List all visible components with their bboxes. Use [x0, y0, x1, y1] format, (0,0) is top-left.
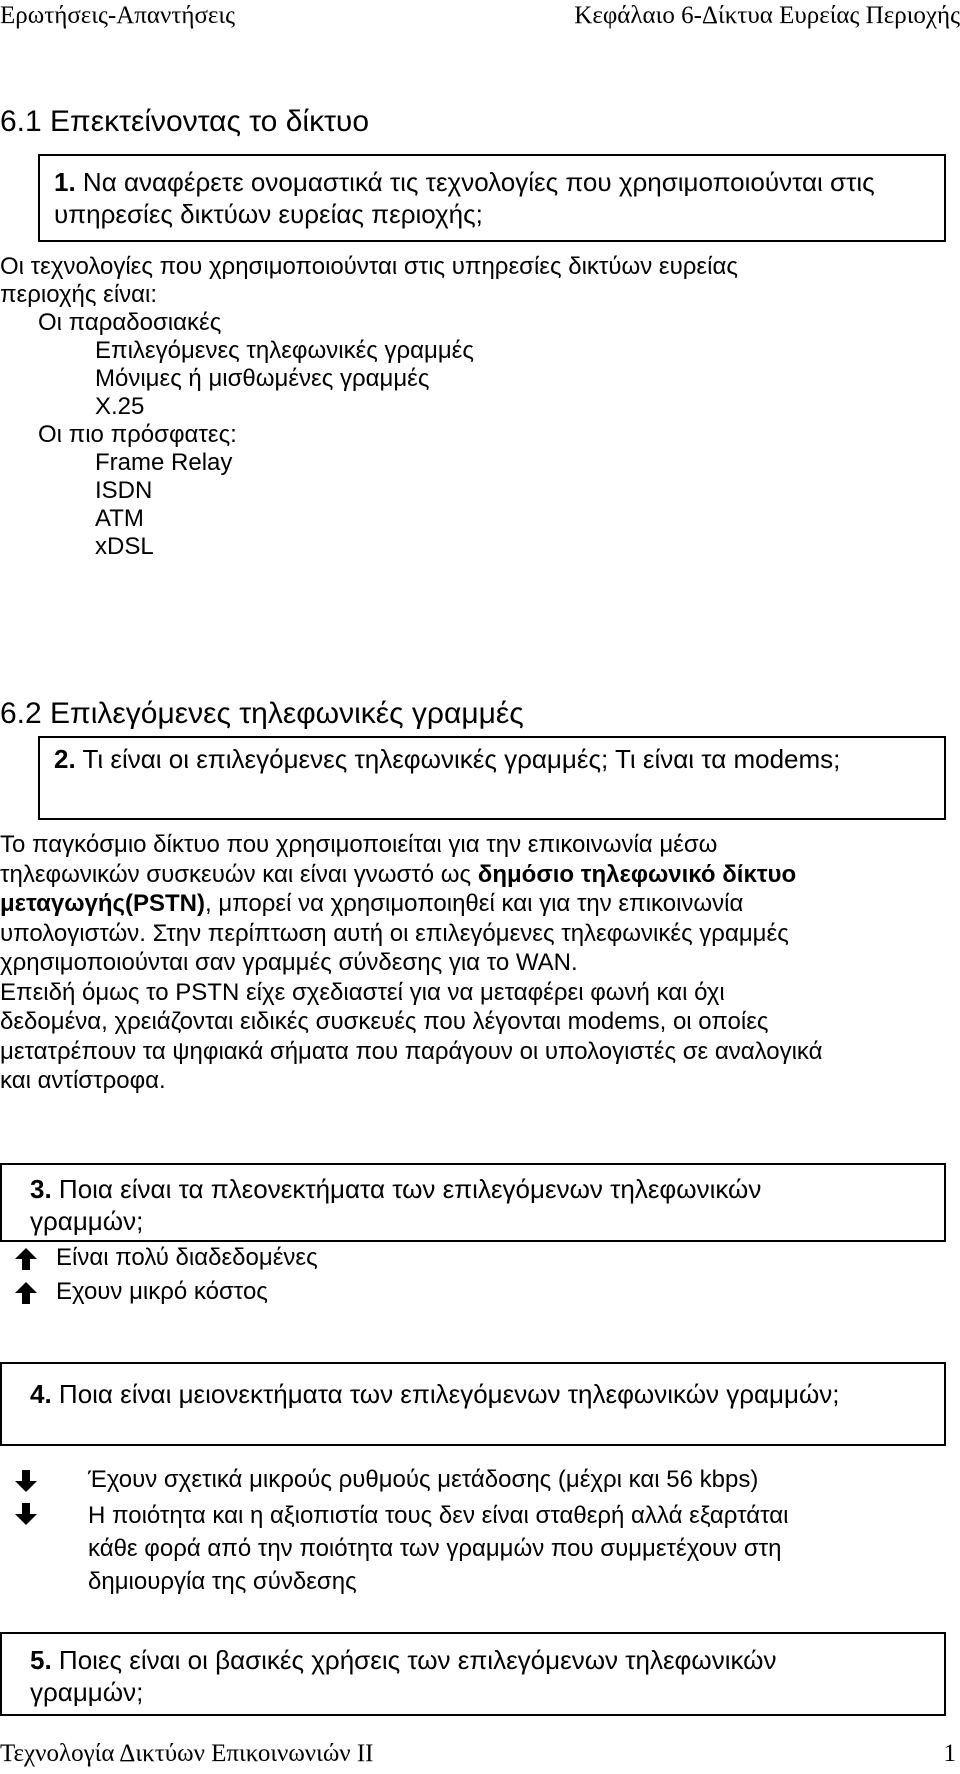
answer-line: δημιουργία της σύνδεσης	[88, 1568, 357, 1595]
answer-line: Επειδή όμως το PSTN είχε σχεδιαστεί για να μεταφέρει φωνή και όχι	[0, 978, 725, 1006]
advantage-item: Είναι πολύ διαδεδομένες	[56, 1244, 318, 1271]
traditional-label: Οι παραδοσιακές	[38, 309, 222, 336]
answer-2	[0, 830, 823, 1096]
answer-line: Οι τεχνολογίες που χρησιμοποιούνται στις υπηρεσίες δικτύων ευρείας	[0, 253, 738, 280]
disadvantage-item: Έχουν σχετικά μικρούς ρυθμούς μετάδοσης (μέχρι και 56 kbps)	[88, 1466, 759, 1493]
question-text: Ποια είναι μειονεκτήματα των επιλεγόμενων τηλεφωνικών γραμμών;	[51, 1379, 840, 1409]
header-left: Ερωτήσεις-Απαντήσεις	[0, 2, 236, 29]
answer-line: χρησιμοποιούνται σαν γραμμές σύνδεσης για το WAN.	[0, 949, 578, 976]
arrow-up-icon	[14, 1281, 38, 1305]
question-4-box	[0, 1362, 946, 1446]
arrow-down-icon	[14, 1469, 38, 1493]
answer-line: περιοχής είναι:	[0, 281, 158, 308]
advantage-item: Εχουν μικρό κόστος	[56, 1278, 268, 1305]
answer-line: Η ποιότητα και η αξιοπιστία τους δεν είναι σταθερή αλλά εξαρτάται	[88, 1502, 789, 1529]
section-title-6-2: 6.2 Επιλεγόμενες τηλεφωνικές γραμμές	[0, 697, 524, 730]
question-text-cont: γραμμών;	[30, 1677, 144, 1707]
page-number: 1	[943, 1740, 956, 1767]
answer-1	[0, 253, 738, 561]
question-number: 4.	[30, 1379, 52, 1409]
question-text-cont: υπηρεσίες δικτύων ευρείας περιοχής;	[54, 199, 483, 229]
recent-item: ATM	[95, 505, 144, 532]
question-text-cont: γραμμών;	[30, 1206, 144, 1236]
disadvantage-item	[88, 1499, 788, 1598]
arrow-down-icon	[14, 1502, 38, 1526]
question-5-box	[0, 1632, 946, 1716]
answer-line: μετατρέπουν τα ψηφιακά σήματα που παράγουν οι υπολογιστές σε αναλογικά	[0, 1037, 823, 1065]
recent-item: Frame Relay	[95, 449, 233, 476]
question-text: Ποια είναι τα πλεονεκτήματα των επιλεγόμενων τηλεφωνικών	[51, 1174, 762, 1204]
header-right: Κεφάλαιο 6-Δίκτυα Ευρείας Περιοχής	[574, 2, 960, 29]
answer-text: , μπορεί να χρησιμοποιηθεί και για την επικοινωνία	[204, 890, 744, 917]
question-2-box	[38, 736, 946, 820]
question-text: Τι είναι οι επιλεγόμενες τηλεφωνικές γραμμές; Τι είναι τα modems;	[75, 744, 841, 774]
question-text: Να αναφέρετε ονομαστικά τις τεχνολογίες που χρησιμοποιούνται στις	[75, 167, 875, 197]
recent-item: xDSL	[95, 533, 154, 560]
section-title-6-1: 6.1 Επεκτείνοντας το δίκτυο	[0, 105, 370, 138]
traditional-item: Επιλεγόμενες τηλεφωνικές γραμμές	[95, 337, 474, 364]
pstn-term-cont: μεταγωγής(PSTN)	[0, 890, 205, 917]
question-number: 1.	[54, 167, 76, 197]
recent-item: ISDN	[95, 477, 153, 504]
traditional-item: Μόνιμες ή μισθωμένες γραμμές	[95, 365, 430, 392]
answer-text: τηλεφωνικών συσκευών και είναι γνωστό ως	[0, 860, 478, 888]
question-1-box	[38, 154, 946, 242]
traditional-item: X.25	[95, 393, 145, 420]
arrow-up-icon	[14, 1247, 38, 1271]
footer-left: Τεχνολογία Δικτύων Επικοινωνιών ΙΙ	[0, 1740, 374, 1767]
question-text: Ποιες είναι οι βασικές χρήσεις των επιλεγόμενων τηλεφωνικών	[51, 1645, 777, 1675]
question-number: 2.	[54, 744, 76, 774]
answer-line: Το παγκόσμιο δίκτυο που χρησιμοποιείται για την επικοινωνία μέσω	[0, 831, 718, 858]
question-3-box	[0, 1163, 946, 1242]
answer-line: και αντίστροφα.	[0, 1067, 166, 1094]
answer-line: κάθε φορά από την ποιότητα των γραμμών που συμμετέχουν στη	[88, 1535, 782, 1562]
pstn-term: δημόσιο τηλεφωνικό δίκτυο	[477, 860, 797, 888]
answer-line: υπολογιστών. Στην περίπτωση αυτή οι επιλεγόμενες τηλεφωνικές γραμμές	[0, 919, 789, 947]
answer-line: δεδομένα, χρειάζονται ειδικές συσκευές που λέγονται modems, οι οποίες	[0, 1008, 769, 1035]
recent-label: Οι πιο πρόσφατες:	[38, 421, 237, 448]
question-number: 5.	[30, 1645, 52, 1675]
question-number: 3.	[30, 1174, 52, 1204]
